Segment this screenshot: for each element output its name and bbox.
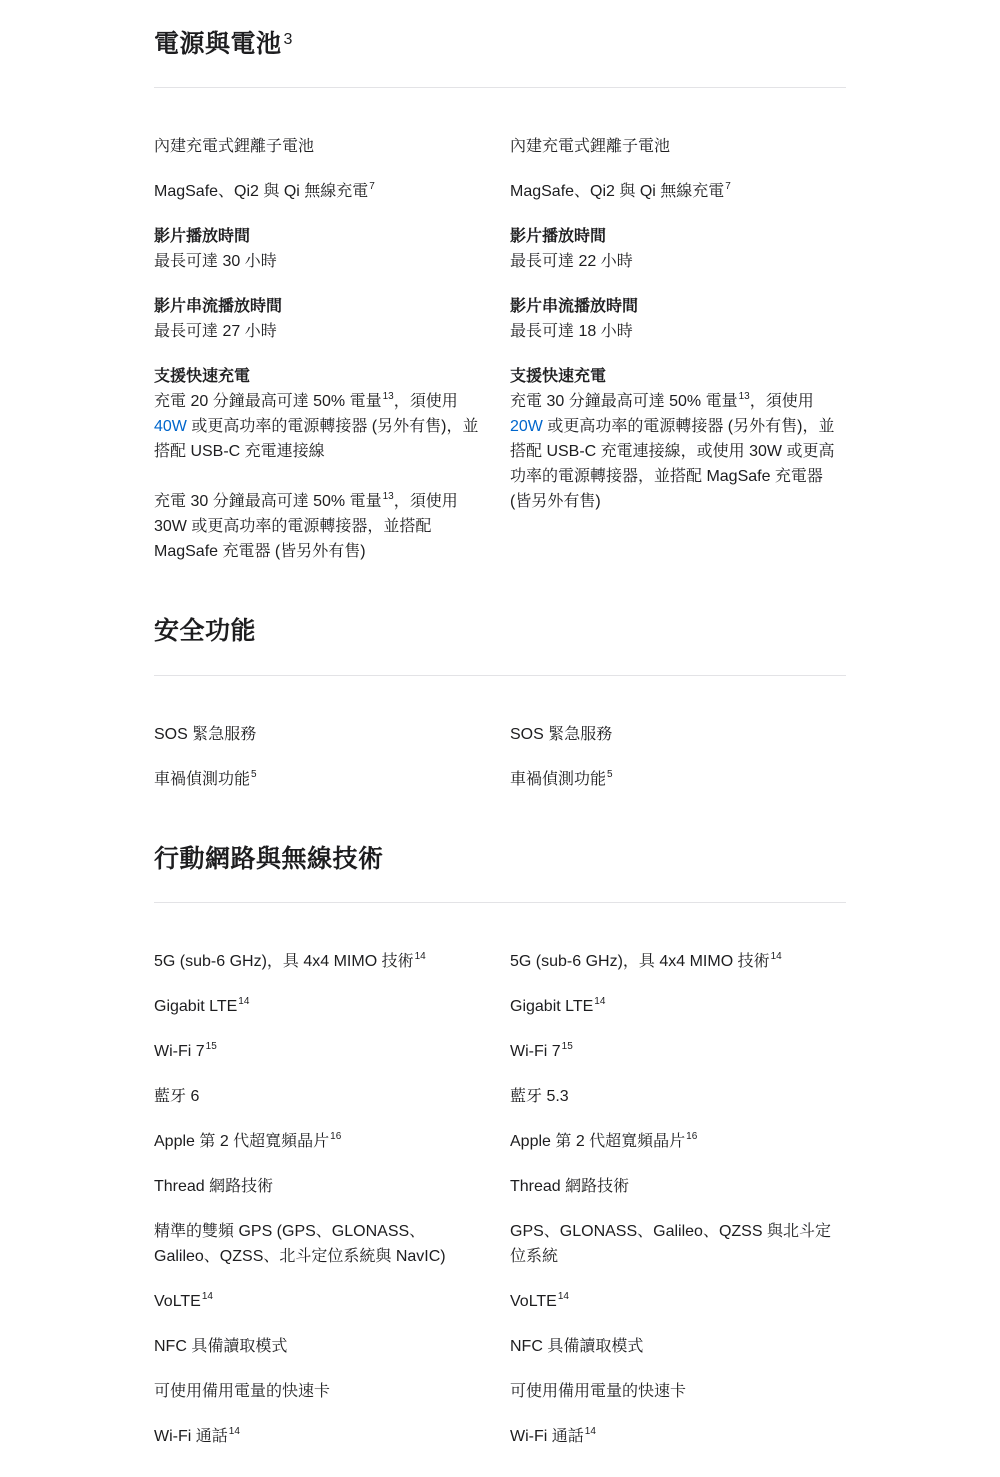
spec-wifi-calling: Wi‑Fi 通話$^{14}$ xyxy=(510,1425,596,1445)
spec-battery: 內建充電式鋰離子電池 xyxy=(154,138,315,155)
spec-value: 充電 30 分鐘最高可達 50% 電量$^{13}$，須使用 30W 或更高功率的電源轉接器，並搭配 MagSafe 充電器 (皆另外有售) xyxy=(154,490,458,560)
spec-lte: Gigabit LTE$^{14}$ xyxy=(510,995,606,1015)
footnote-link[interactable]: 14 xyxy=(557,1290,569,1302)
footnote-link[interactable]: 5 xyxy=(607,768,613,780)
spec-ultra-wideband: Apple 第 2 代超寬頻晶片$^{16}$ xyxy=(510,1130,698,1150)
safety-col-right xyxy=(510,722,846,792)
spec-wifi: Wi‑Fi 7$^{15}$ xyxy=(154,1040,217,1060)
spec-value: 充電 30 分鐘最高可達 50% 電量$^{13}$，須使用 20W 或更高功率的電源轉接器 (另外有售)，並搭配 USB-C 充電連接線，或使用 30W 或更高功率的電源轉接器，並搭配 MagSafe 充電器 (皆另外有售) xyxy=(510,390,835,510)
spec-gps: 精準的雙頻 GPS (GPS、GLONASS、Galileo、QZSS、北斗定位系統與 NavIC) xyxy=(154,1223,446,1265)
section-title-network: 行動網路與無線技術 xyxy=(154,845,384,873)
footnote-link[interactable]: 13 xyxy=(738,390,750,402)
footnote-link[interactable]: 13 xyxy=(382,390,394,402)
spec-battery: 內建充電式鋰離子電池 xyxy=(510,138,671,155)
spec-sos: SOS 緊急服務 xyxy=(510,726,613,743)
spec-thread: Thread 網路技術 xyxy=(154,1178,274,1195)
spec-value: 最長可達 18 小時 xyxy=(510,323,633,340)
spec-heading: 影片播放時間 xyxy=(510,228,607,245)
spec-crash-detection: 車禍偵測功能$^5$ xyxy=(154,768,257,788)
adapter-40w-link[interactable]: 40W xyxy=(154,418,187,435)
spec-value: 最長可達 30 小時 xyxy=(154,253,277,270)
section-title-safety: 安全功能 xyxy=(154,617,257,645)
spec-heading: 支援快速充電 xyxy=(154,368,251,385)
spec-video-streaming xyxy=(510,294,846,344)
footnote-link[interactable]: 14 xyxy=(201,1290,213,1302)
spec-gps: GPS、GLONASS、Galileo、QZSS 與北斗定位系統 xyxy=(510,1223,831,1265)
spec-volte: VoLTE$^{14}$ xyxy=(510,1290,569,1310)
spec-ultra-wideband: Apple 第 2 代超寬頻晶片$^{16}$ xyxy=(154,1130,342,1150)
footnote-link[interactable]: 16 xyxy=(686,1130,698,1142)
spec-fast-charge xyxy=(154,364,490,564)
spec-express-cards: 可使用備用電量的快速卡 xyxy=(510,1383,687,1400)
spec-video-playback xyxy=(510,224,846,274)
section-divider xyxy=(154,675,846,676)
spec-fast-charge xyxy=(510,364,846,514)
spec-sos: SOS 緊急服務 xyxy=(154,726,257,743)
spec-wifi-calling: Wi‑Fi 通話$^{14}$ xyxy=(154,1425,240,1445)
section-divider xyxy=(154,87,846,88)
spec-value: 最長可達 22 小時 xyxy=(510,253,633,270)
section-title-text: 電源與電池 xyxy=(154,30,282,58)
spec-wireless-charging: MagSafe、Qi2 與 Qi 無線充電$^7$ xyxy=(510,180,731,200)
spec-nfc: NFC 具備讀取模式 xyxy=(510,1338,644,1355)
footnote-link[interactable]: 7 xyxy=(725,180,731,192)
spec-heading: 影片播放時間 xyxy=(154,228,251,245)
spec-heading: 支援快速充電 xyxy=(510,368,607,385)
spec-bluetooth: 藍牙 5.3 xyxy=(510,1088,569,1105)
footnote-link[interactable]: 13 xyxy=(382,490,394,502)
section-title-power xyxy=(154,29,293,59)
footnote-link[interactable]: 5 xyxy=(251,768,257,780)
spec-wireless-charging: MagSafe、Qi2 與 Qi 無線充電$^7$ xyxy=(154,180,375,200)
footnote-link[interactable]: 14 xyxy=(238,995,250,1007)
safety-col-left xyxy=(154,722,490,792)
spec-5g: 5G (sub-6 GHz)，具 4x4 MIMO 技術$^{14}$ xyxy=(510,950,782,970)
power-col-right xyxy=(510,134,846,514)
footnote-link[interactable]: 14 xyxy=(228,1425,240,1437)
footnote-link[interactable]: 15 xyxy=(205,1040,217,1052)
power-col-left xyxy=(154,134,490,564)
footnote-link[interactable]: 14 xyxy=(414,950,426,962)
spec-heading: 影片串流播放時間 xyxy=(154,298,283,315)
spec-express-cards: 可使用備用電量的快速卡 xyxy=(154,1383,331,1400)
spec-nfc: NFC 具備讀取模式 xyxy=(154,1338,288,1355)
footnote-3[interactable]: 3 xyxy=(283,31,293,48)
section-divider xyxy=(154,902,846,903)
spec-5g: 5G (sub-6 GHz)，具 4x4 MIMO 技術$^{14}$ xyxy=(154,950,426,970)
footnote-link[interactable]: 14 xyxy=(594,995,606,1007)
network-col-right xyxy=(510,949,846,1449)
network-col-left xyxy=(154,949,490,1449)
footnote-link[interactable]: 14 xyxy=(584,1425,596,1437)
spec-thread: Thread 網路技術 xyxy=(510,1178,630,1195)
spec-value: 充電 20 分鐘最高可達 50% 電量$^{13}$，須使用 40W 或更高功率的電源轉接器 (另外有售)，並搭配 USB-C 充電連接線 xyxy=(154,390,479,460)
spec-video-playback xyxy=(154,224,490,274)
spec-crash-detection: 車禍偵測功能$^5$ xyxy=(510,768,613,788)
spec-lte: Gigabit LTE$^{14}$ xyxy=(154,995,250,1015)
spec-heading: 影片串流播放時間 xyxy=(510,298,639,315)
spec-bluetooth: 藍牙 6 xyxy=(154,1088,200,1105)
spec-video-streaming xyxy=(154,294,490,344)
adapter-20w-link[interactable]: 20W xyxy=(510,418,543,435)
spec-wifi: Wi‑Fi 7$^{15}$ xyxy=(510,1040,573,1060)
footnote-link[interactable]: 15 xyxy=(561,1040,573,1052)
footnote-link[interactable]: 14 xyxy=(770,950,782,962)
spec-volte: VoLTE$^{14}$ xyxy=(154,1290,213,1310)
footnote-link[interactable]: 16 xyxy=(330,1130,342,1142)
footnote-link[interactable]: 7 xyxy=(369,180,375,192)
spec-value: 最長可達 27 小時 xyxy=(154,323,277,340)
